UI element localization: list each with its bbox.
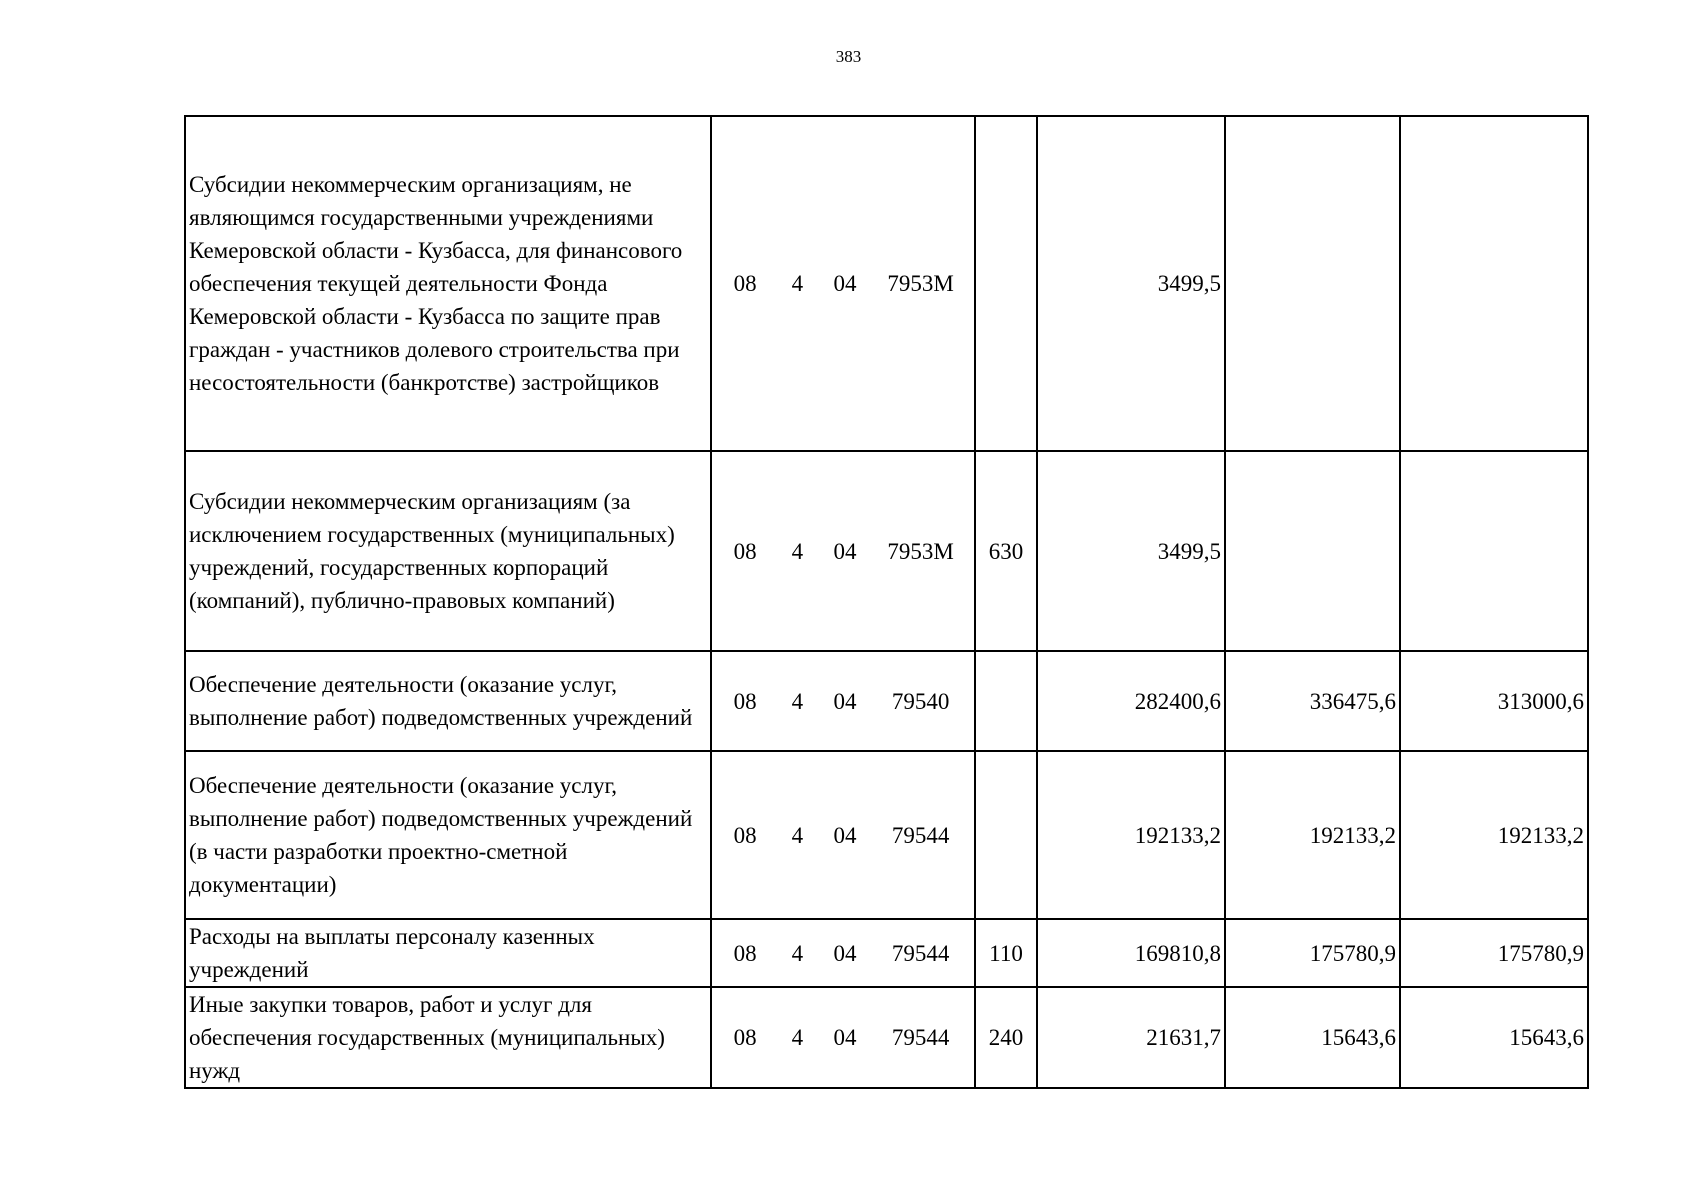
subprogram-code: 4 [791, 271, 804, 296]
amount-year-3 [1400, 116, 1588, 451]
expense-type-cell: 240 [975, 987, 1037, 1088]
amount-year-3: 15643,6 [1400, 987, 1588, 1088]
target-code-cell [711, 919, 975, 987]
amount-year-3: 313000,6 [1400, 651, 1588, 751]
group-code: 04 [833, 538, 857, 564]
expense-type-cell [975, 751, 1037, 919]
amount-year-1: 282400,6 [1037, 651, 1225, 751]
subprogram-code: 4 [791, 940, 804, 966]
section-code: 08 [733, 1025, 757, 1050]
amount-year-2: 175780,9 [1225, 919, 1400, 987]
expense-type-cell: 630 [975, 451, 1037, 651]
direction-code: 7953М [887, 538, 954, 564]
amount-year-1: 169810,8 [1037, 919, 1225, 987]
row-name-cell: Расходы на выплаты персоналу казенных учреждений [185, 919, 711, 987]
group-code: 04 [833, 940, 857, 966]
amount-year-2: 192133,2 [1225, 751, 1400, 919]
row-name-cell: Субсидии некоммерческим организациям (за исключением государственных (муниципальных) учреждений, государственных корпораций (компаний), публично-правовых компаний) [185, 451, 711, 651]
section-code: 08 [733, 538, 757, 564]
group-code: 04 [833, 822, 857, 848]
table-row [185, 751, 1588, 919]
subprogram-code: 4 [791, 1025, 804, 1050]
amount-year-2: 336475,6 [1225, 651, 1400, 751]
amount-year-3 [1400, 451, 1588, 651]
amount-year-1: 3499,5 [1037, 451, 1225, 651]
target-code-cell [711, 451, 975, 651]
amount-year-1: 192133,2 [1037, 751, 1225, 919]
group-code: 04 [833, 688, 857, 714]
table-row [185, 919, 1588, 987]
amount-year-2: 15643,6 [1225, 987, 1400, 1088]
target-code-cell [711, 987, 975, 1088]
section-code: 08 [733, 822, 757, 848]
expense-type-cell: 110 [975, 919, 1037, 987]
section-code: 08 [733, 940, 757, 966]
target-code-cell [711, 651, 975, 751]
row-name-cell: Субсидии некоммерческим организациям, не являющимся государственными учреждениями Кемеровской области - Кузбасса, для финансового обеспечения текущей деятельности Фонда Кемеровской области - Кузбасса по защите прав граждан - участников долевого строительства при несостоятельности (банкротстве) застройщиков [185, 116, 711, 451]
direction-code: 7953М [887, 271, 954, 296]
expense-type-cell [975, 651, 1037, 751]
table-row [185, 651, 1588, 751]
target-code-cell [711, 116, 975, 451]
row-name-cell: Обеспечение деятельности (оказание услуг, выполнение работ) подведомственных учреждений [185, 651, 711, 751]
group-code: 04 [833, 1025, 857, 1050]
table-row [185, 451, 1588, 651]
amount-year-1: 3499,5 [1037, 116, 1225, 451]
section-code: 08 [733, 271, 757, 296]
target-code-cell [711, 751, 975, 919]
budget-table [184, 115, 1589, 1089]
amount-year-1: 21631,7 [1037, 987, 1225, 1088]
expense-type-cell [975, 116, 1037, 451]
row-name-cell: Иные закупки товаров, работ и услуг для обеспечения государственных (муниципальных) нужд [185, 987, 711, 1088]
direction-code: 79544 [891, 1025, 950, 1050]
table-row [185, 987, 1588, 1088]
table-row [185, 116, 1588, 451]
amount-year-3: 175780,9 [1400, 919, 1588, 987]
page-number: 383 [835, 47, 862, 66]
row-name-cell: Обеспечение деятельности (оказание услуг, выполнение работ) подведомственных учреждений (в части разработки проектно-сметной документации) [185, 751, 711, 919]
section-code: 08 [733, 688, 757, 714]
amount-year-2 [1225, 116, 1400, 451]
direction-code: 79544 [891, 822, 950, 848]
amount-year-3: 192133,2 [1400, 751, 1588, 919]
amount-year-2 [1225, 451, 1400, 651]
group-code: 04 [833, 271, 857, 296]
subprogram-code: 4 [791, 688, 804, 714]
subprogram-code: 4 [791, 538, 804, 564]
subprogram-code: 4 [791, 822, 804, 848]
direction-code: 79544 [891, 940, 950, 966]
direction-code: 79540 [891, 688, 950, 714]
